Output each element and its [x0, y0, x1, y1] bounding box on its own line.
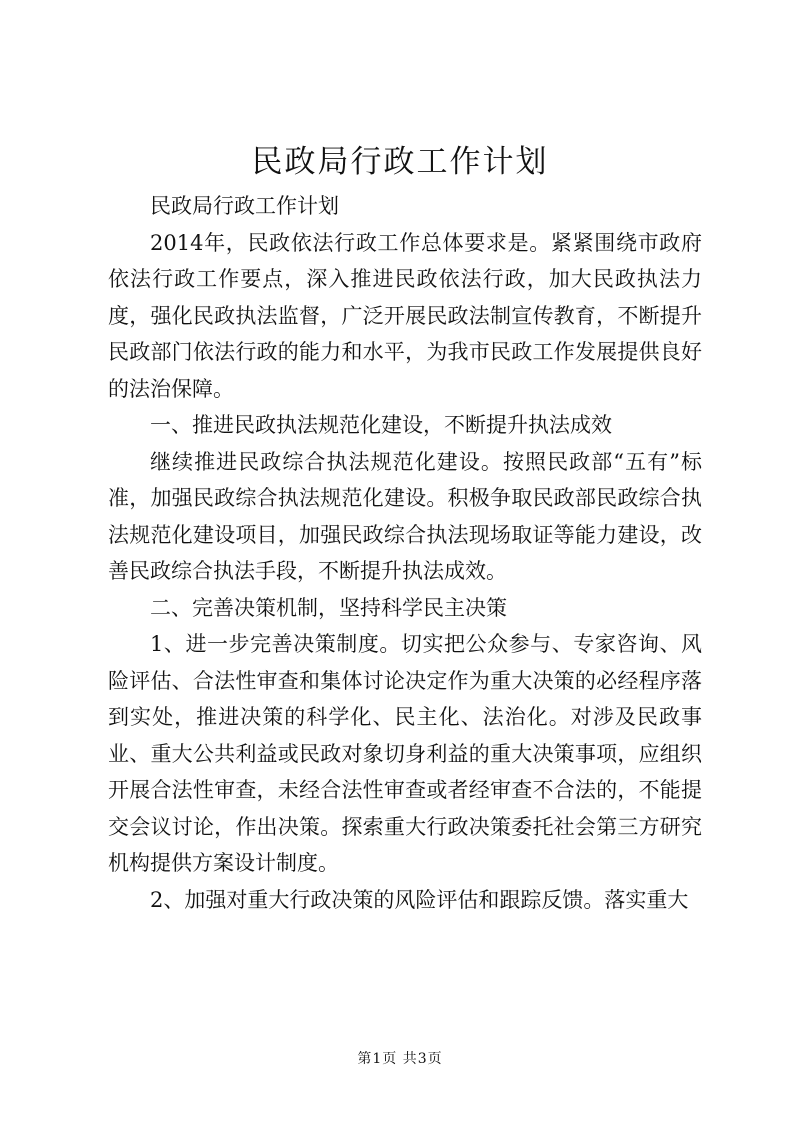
section-heading-2: 二、完善决策机制，坚持科学民主决策 — [150, 595, 507, 620]
paragraph-subtitle: 民政局行政工作计划 — [150, 194, 339, 218]
document-body — [108, 188, 702, 918]
paragraph-item-2: 2、加强对重大行政决策的风险评估和跟踪反馈。落实重大 — [150, 887, 689, 912]
paragraph-section-1: 继续推进民政综合执法规范化建设。按照民政部“五有”标准，加强民政综合执法规范化建设。积极争取民政部民政综合执法规范化建设项目，加强民政综合执法现场取证等能力建设，改善民政综合执法手段，不断提升执法成效。 — [108, 449, 702, 583]
paragraph-item-1: 1、进一步完善决策制度。切实把公众参与、专家咨询、风险评估、合法性审查和集体讨论决定作为重大决策的必经程序落到实处，推进决策的科学化、民主化、法治化。对涉及民政事业、重大公共利益或民政对象切身利益的重大决策事项，应组织开展合法性审查，未经合法性审查或者经审查不合法的，不能提交会议讨论，作出决策。探索重大行政决策委托社会第三方研究机构提供方案设计制度。 — [108, 632, 702, 875]
document-title: 民政局行政工作计划 — [251, 144, 549, 180]
section-heading-1: 一、推进民政执法规范化建设，不断提升执法成效 — [150, 413, 612, 437]
paragraph-intro: 2014年，民政依法行政工作总体要求是。紧紧围绕市政府依法行政工作要点，深入推进民政依法行政，加大民政执法力度，强化民政执法监督，广泛开展民政法制宣传教育，不断提升民政部门依法行政的能力和水平，为我市民政工作发展提供良好的法治保障。 — [108, 230, 702, 401]
page-footer: 第1页 共3页 — [357, 1051, 443, 1067]
